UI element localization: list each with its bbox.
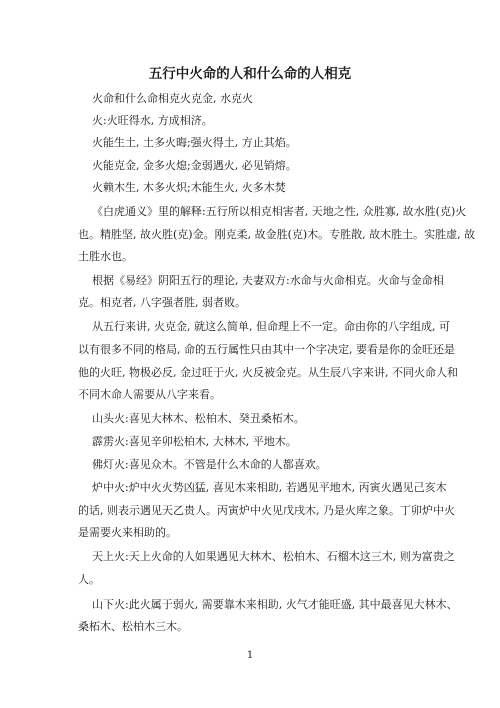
document-title: 五行中火命的人和什么命的人相克 [148,66,352,82]
paragraph-line: 的话, 则表示遇见天乙贵人。丙寅炉中火见戊戌木, 乃是火库之象。丁卯炉中火 [78,504,455,517]
paragraph-line: 《白虎通义》里的解释:五行所以相克相害者, 天地之性, 众胜寡, 故水胜(克)火 [92,205,467,218]
paragraph-line: 是需要火来相助的。 [78,526,177,539]
paragraph-line: 从五行来讲, 火克金, 就这么简单, 但命理上不一定。命由你的八字组成, 可 [92,320,450,333]
page-number: 1 [246,650,254,661]
paragraph-line: 天上火:天上火命的人如果遇见大林木、松柏木、石榴木这三木, 则为富贵之 [92,550,455,563]
paragraph-line: 火:火旺得水, 方成相济。 [92,114,213,127]
paragraph-line: 桑柘木、松柏木三木。 [78,620,188,633]
paragraph-line: 以有很多不同的格局, 命的五行属性只由其中一个字决定, 要看是你的金旺还是 [78,343,455,356]
paragraph-line: 霹雳火:喜见辛卯松柏木, 大林木, 平地木。 [92,435,297,448]
paragraph-line: 火能克金, 金多火熄;金弱遇火, 必见销熔。 [92,159,297,172]
paragraph-line: 人。 [78,573,100,586]
paragraph-line: 佛灯火:喜见众木。不管是什么木命的人都喜欢。 [92,458,327,471]
paragraph-line: 火命和什么命相克火克金, 水克火 [92,92,253,105]
paragraph-line: 他的火旺, 物极必反, 金过旺于火, 火反被金克。从生辰八字来讲, 不同火命人和 [78,366,458,379]
paragraph-line: 根据《易经》阴阳五行的理论, 夫妻双方:水命与火命相克。火命与金命相 [92,274,444,287]
paragraph-line: 山头火:喜见大林木、松柏木、癸丑桑柘木。 [92,412,305,425]
paragraph-line: 不同木命人需要从八字来看。 [78,388,221,401]
paragraph-line: 也。精胜坚, 故火胜(克)金。刚克柔, 故金胜(克)木。专胜散, 故木胜土。实胜虚, 故 [78,228,476,241]
paragraph-line: 山下火:此火属于弱火, 需要靠木来相助, 火气才能旺盛, 其中最喜见大林木、 [92,598,458,611]
paragraph-line: 火能生土, 土多火晦;强火得土, 方止其焰。 [92,136,297,149]
paragraph-line: 土胜水也。 [78,250,133,263]
paragraph-line: 火赖木生, 木多火炽;木能生火, 火多木焚 [92,181,286,194]
paragraph-line: 炉中火:炉中火火势凶猛, 喜见木来相助, 若遇见平地木, 丙寅火遇见己亥木 [92,481,447,494]
paragraph-line: 克。相克者, 八字强者胜, 弱者败。 [78,296,246,309]
